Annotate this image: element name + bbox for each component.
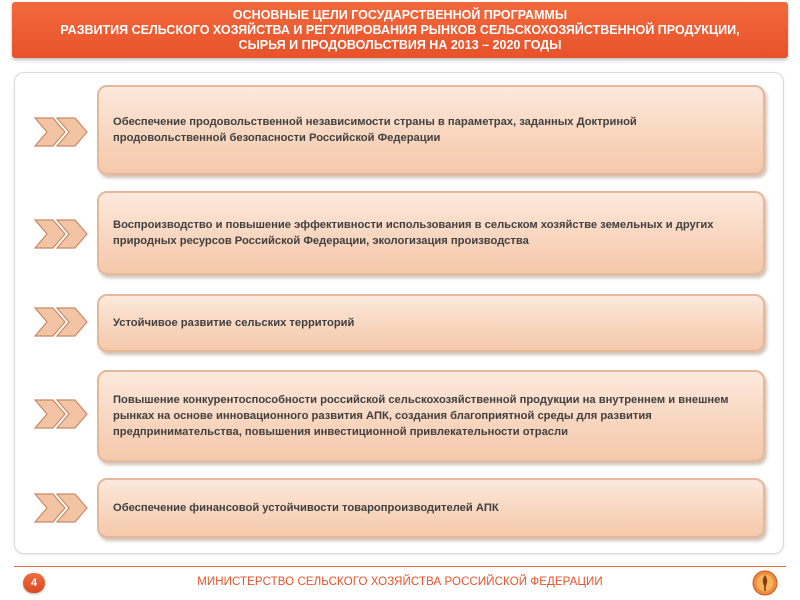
goal-text-4: Повышение конкурентоспособности российской сельскохозяйственной продукции на внутреннем и внешнем рынках на основе инновационного развития АПК, создания благоприятной среды для развития предпринимательства, повышения инвестиционной привлекательности отрасли xyxy=(113,394,729,438)
title-line-1: ОСНОВНЫЕ ЦЕЛИ ГОСУДАРСТВЕННОЙ ПРОГРАММЫ xyxy=(232,7,568,22)
double-chevron-right-icon xyxy=(33,115,93,149)
double-chevron-right-icon xyxy=(33,491,93,525)
double-chevron-right-icon xyxy=(33,397,93,431)
ministry-name: МИНИСТЕРСТВО СЕЛЬСКОГО ХОЗЯЙСТВА РОССИЙСКОЙ ФЕДЕРАЦИИ xyxy=(197,576,603,588)
goal-box-1 xyxy=(97,85,765,175)
title-banner xyxy=(12,2,788,58)
goal-box-3 xyxy=(97,294,765,352)
goal-text-1: Обеспечение продовольственной независимости страны в параметрах, заданных Доктриной продовольственной безопасности Российской Федерации xyxy=(113,116,637,144)
double-chevron-right-icon xyxy=(33,217,93,251)
ministry-emblem-icon xyxy=(752,570,778,596)
goal-box-2 xyxy=(97,191,765,275)
footer-divider xyxy=(14,566,786,567)
goal-box-5 xyxy=(97,478,765,538)
goals-panel xyxy=(14,72,784,554)
page-number-badge: 4 xyxy=(23,573,45,593)
title-line-2: РАЗВИТИЯ СЕЛЬСКОГО ХОЗЯЙСТВА И РЕГУЛИРОВАНИЯ РЫНКОВ СЕЛЬСКОХОЗЯЙСТВЕННОЙ ПРОДУКЦИИ, xyxy=(60,22,740,37)
goal-text-5: Обеспечение финансовой устойчивости товаропроизводителей АПК xyxy=(113,502,499,514)
goal-text-3: Устойчивое развитие сельских территорий xyxy=(113,317,355,329)
double-chevron-right-icon xyxy=(33,305,93,339)
goal-box-4 xyxy=(97,370,765,462)
goal-text-2: Воспроизводство и повышение эффективности использования в сельском хозяйстве земельных и других природных ресурсов Российской Федерации, экологизация производства xyxy=(113,219,714,247)
title-line-3: СЫРЬЯ И ПРОДОВОЛЬСТВИЯ НА 2013 – 2020 ГОДЫ xyxy=(238,37,562,52)
